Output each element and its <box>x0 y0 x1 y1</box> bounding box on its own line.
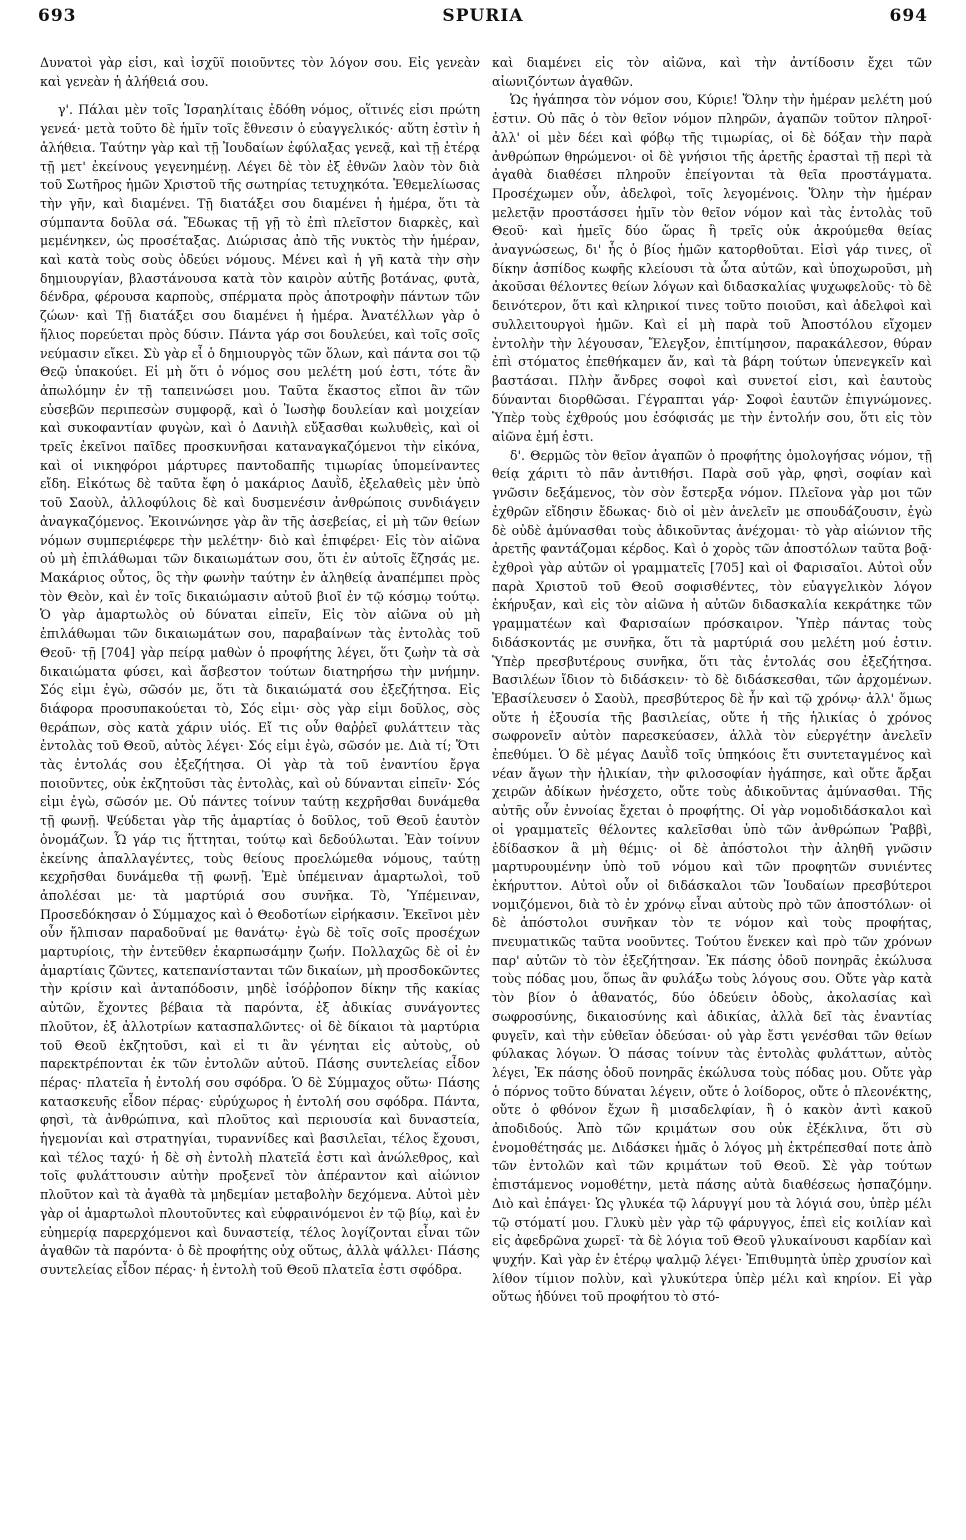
left-paragraph-2: γ'. Πάλαι μὲν τοῖς Ἰσραηλίταις ἐδόθη νόμος, οἵτινές εἰσι πρώτη γενεά· μετὰ τοῦτο δὲ ἡμῖν τοῖς ἔθνεσιν ὁ εὐαγγελικός· αὕτη ἐστὶν ἡ ἀλήθεια. Ταύτην γὰρ καὶ τῇ Ἰουδαίων ἐφύλαξας γενεᾷ, καὶ τῇ ἑτέρᾳ τῇ μετ' ἐκείνους γεγενημένῃ. Λέγει δὲ τὸν ἐξ ἐθνῶν λαὸν τὸν διὰ τοῦ Σωτῆρος ἡμῶν Χριστοῦ τῆς σωτηρίας τετυχηκότα. Ἐθεμελίωσας τὴν γῆν, καὶ διαμένει. Τῇ διατάξει σου διαμένει ἡ ἡμέρα, ὅτι τὰ σύμπαντα δοῦλα σά. Ἔδωκας τῇ γῇ τὸ ἐπὶ πλεῖστον διαρκὲς, καὶ μεμένηκεν, ὡς προσέταξας. Διώρισας ἀπὸ τῆς νυκτὸς τὴν ἡμέραν, καὶ κατὰ τοὺς σοὺς ὁδεύει νόμους. Μένει καὶ ἡ γῆ κατὰ τὴν σὴν δημιουργίαν, βλαστάνουσα κατὰ τὸν καιρὸν αὐτῆς βοτάνας, φυτὰ, δένδρα, φέρουσα καρποὺς, σπέρματα πρὸς ἀποτροφὴν πάντων τῶν ζώων· καὶ Τῇ διατάξει σου διαμένει ἡ ἡμέρα. Ἀνατέλλων γὰρ ὁ ἥλιος πορεύεται πρὸς δύσιν. Πάντα γάρ σοι δουλεύει, καὶ τοῖς σοῖς νεύμασιν εἴκει. Σὺ γὰρ εἶ ὁ δημιουργὸς τῶν ὅλων, καὶ πάντα σοι τῷ Θεῷ ὑπακούει. Εἰ μὴ ὅτι ὁ νόμος σου μελέτη μού ἐστι, τότε ἂν ἀπωλόμην ἐν τῇ ταπεινώσει μου. Ταῦτα ἕκαστος εἴποι ἂν τῶν εὐσεβῶν περιπεσὼν συμφορᾷ, καὶ ὁ Ἰωσὴφ δουλείαν καὶ μοιχείαν καὶ συκοφαντίαν φυγὼν, καὶ ὁ Δανιὴλ εὔξασθαι κωλυθεὶς, καὶ οἱ τρεῖς ἐκεῖνοι παῖδες προσκυνῆσαι καταναγκαζόμενοι τὴν εἰκόνα, καὶ οἱ νικηφόροι μάρτυρες παντοδαπῆς τιμωρίας ὑπομείναντες εἴδη. Εἰκότως δὲ ταῦτα ἔφη ὁ μακάριος Δαυῒδ, ἐξελαθεὶς μὲν ὑπὸ τοῦ Σαοὺλ, ἀλλοφύλοις δὲ καὶ δυσμενέσιν ἀνθρώποις συνδιάγειν ἀναγκαζόμενος. Ἐκοινώνησε γὰρ ἂν τῆς ἀσεβείας, εἰ μὴ τῶν θείων νόμων συμπεριέφερε τὴν μελέτην· διὸ καὶ ἐπιφέρει· Εἰς τὸν αἰῶνα οὐ μὴ ἐπιλάθωμαι τῶν δικαιωμάτων σου, ὅτι ἐν αὐτοῖς ἔζησάς με. Μακάριος οὗτος, ὃς τὴν φωνὴν ταύτην ἐν ἀληθείᾳ ἀναπέμπει πρὸς τὸν Θεὸν, καὶ ἐν τοῖς δικαιώμασιν αὐτοῦ βιοῖ ἐν τῷ κόσμῳ τούτῳ. Ὁ γὰρ ἁμαρτωλὸς οὐ δύναται εἰπεῖν, Εἰς τὸν αἰῶνα οὐ μὴ ἐπιλάθωμαι τῶν δικαιωμάτων σου, παραβαίνων τὰς ἐντολὰς τοῦ Θεοῦ· τῇ [704] γὰρ πείρᾳ μαθὼν ὁ προφήτης λέγει, ὅτι ζωὴν τὰ σὰ δικαιώματα φύσει, καὶ ἄσβεστον τούτων διατηρήσω τὴν μνήμην. Σός εἰμι ἐγὼ, σῶσόν με, ὅτι τὰ δικαιώματά σου ἐξεζήτησα. Εἰς διάφορα προσυπακούεται τὸ, Σός εἰμι· σὸς γὰρ εἰμι δοῦλος, σὸς θεράπων, σὸς κατὰ χάριν υἱός. Εἴ τις οὖν θαῤῥεῖ φυλάττειν τὰς ἐντολὰς τοῦ Θεοῦ, αὐτὸς λέγει· Σός εἰμι ἐγὼ, σῶσόν με. Διὰ τί; Ὅτι τὰς ἐντολάς σου ἐξεζήτησα. Οἱ γὰρ τὰ τοῦ ἐναντίου ἔργα ποιοῦντες, οὐκ ἐκζητοῦσι τὰς ἐντολὰς, καὶ οὐ δύνανται εἰπεῖν· Σός εἰμι ἐγὼ, σῶσόν με. Οὐ πάντες τοίνυν ταύτῃ κεχρῆσθαι δυνάμεθα τῇ φωνῇ. Ψεύδεται γὰρ τῆς ἁμαρτίας ὁ δοῦλος, τοῦ Θεοῦ ἑαυτὸν ὀνομάζων. Ὧ γάρ τις ἥττηται, τούτῳ καὶ δεδούλωται. Ἐὰν τοίνυν ἐκείνης ἀπαλλαγέντες, τοὺς θείους προελώμεθα νόμους, ταύτῃ κεχρῆσθαι δυνάμεθα τῇ φωνῇ. Ἐμὲ ὑπέμειναν ἁμαρτωλοὶ, τοῦ ἀπολέσαι με· τὰ μαρτύριά σου συνῆκα. Τὸ, Ὑπέμειναν, Προσεδόκησαν ὁ Σύμμαχος καὶ ὁ Θεοδοτίων εἰρήκασιν. Ἐκεῖνοι μὲν οὖν ἤλπισαν παραδοῦναί με θανάτῳ· ἐγὼ δὲ τοῖς σοῖς προσέχων μαρτυρίοις, τὴν ἐντεῦθεν ἐκαρπωσάμην ζωήν. Πολλαχῶς δὲ οἱ ἐν ἁμαρτίαις ζῶντες, κατεπανίστανται τῶν δικαίων, μὴ προσδοκῶντες τὴν κρίσιν καὶ ἀνταπόδοσιν, μηδὲ ἰσόῤῥοπον δίκην τῆς κακίας αὐτῶν, ἔχοντες βέβαια τὰ παρόντα, ἐξ ἀδικίας συνάγοντες πλοῦτον, ἐξ ἀλλοτρίων κατασπαλῶντες· οἱ δὲ δίκαιοι τὰ μαρτύρια τοῦ Θεοῦ ἐκζητοῦσι, καὶ εἰ τι ἂν γένηται εἰς αὐτοὺς, οὐ παρεκτρέπονται ἐκ τῶν ἐντολῶν αὐτοῦ. Πάσης συντελείας εἶδον πέρας· πλατεῖα ἡ ἐντολή σου σφόδρα. Ὁ δὲ Σύμμαχος οὕτω· Πάσης κατασκευῆς εἶδον πέρας· εὐρύχωρος ἡ ἐντολή σου σφόδρα. Πάντα, φησὶ, τὰ ἀνθρώπινα, καὶ πλοῦτος καὶ περιουσία καὶ δυναστεία, ἡγεμονίαι καὶ στρατηγίαι, τυραννίδες καὶ βασιλεῖαι, τέλος ἔχουσι, καὶ τέλος ταχύ· ἡ δὲ σὴ ἐντολὴ πλατεῖά ἐστι καὶ ἀνώλεθρος, καὶ τοῖς φυλάττουσιν αὐτὴν προξενεῖ τὸν ἀπέραντον καὶ αἰώνιον πλοῦτον καὶ τὰ ἀγαθὰ τὰ μηδεμίαν μεταβολὴν δεχόμενα. Αὐτοὶ μὲν γὰρ οἱ ἁμαρτωλοὶ πλουτοῦντες καὶ εὐφραινόμενοι ἐν τῷ βίῳ, καὶ ἐν εὐημερίᾳ παρερχόμενοι καὶ δυναστείᾳ, τέλος λογίζονται εἶναι τῶν ἀγαθῶν τὰ παρόντα· ὁ δὲ προφήτης οὐχ οὕτως, ἀλλὰ ψάλλει· Πάσης συντελείας εἶδον πέρας· ἡ ἐντολὴ τοῦ Θεοῦ πλατεῖα ἐστι σφόδρα. <box>40 102 480 1277</box>
right-paragraph-3: δ'. Θερμῶς τὸν θεῖον ἀγαπῶν ὁ προφήτης ὁμολογήσας νόμον, τῇ θείᾳ χάριτι τὸ πᾶν ἀντιθήσι. Παρὰ σοῦ γὰρ, φησὶ, σοφίαν καὶ γνῶσιν δεξάμενος, τὸν σὸν ἔστερξα νόμον. Πλεῖονα γὰρ μοι τῶν ἐχθρῶν εἴδησιν ἔδωκας· διὸ οἱ μὲν ἀνελεῖν με σπουδάζουσιν, ἐγὼ δὲ οὐδὲ ἀμύνασθαι τοὺς ἀδικοῦντας ἀνέχομαι· τὸ γὰρ αἰώνιον τῆς ἀρετῆς φαντάζομαι κέρδος. Καὶ ὁ χορὸς τῶν ἀποστόλων ταῦτα βοᾷ· ἐχθροὶ γὰρ αὐτῶν οἱ γραμματεῖς [705] καὶ οἱ Φαρισαῖοι. Αὐτοὶ οὖν παρὰ Χριστοῦ τοῦ Θεοῦ σοφισθέντες, τὸν εὐαγγελικὸν λόγον ἐκήρυξαν, καὶ εἰς τὸν αἰῶνα ἡ αὐτῶν διδασκαλία κεκράτηκε τῶν γραμματέων καὶ Φαρισαίων πρόσκαιρον. Ὑπὲρ πάντας τοὺς διδάσκοντάς με συνῆκα, ὅτι τὰ μαρτύριά σου μελέτη μού ἐστιν. Ὑπὲρ πρεσβυτέρους συνῆκα, ὅτι τὰς ἐντολάς σου ἐξεζήτησα. Βασιλέων ἴδιον τὸ διδάσκειν· τὸ δὲ διδάσκεσθαι, τῶν ἀρχομένων. Ἐβασίλευσεν ὁ Σαοὺλ, πρεσβύτερος δὲ ἦν καὶ τῷ χρόνῳ· ἀλλ' ὅμως οὔτε ἡ ἐξουσία τῆς βασιλείας, οὔτε ἡ τῆς ἡλικίας ὁ χρόνος σωφρονεῖν αὐτὸν παρεσκεύασεν, ἀλλὰ τὸν εὐεργέτην ἀνελεῖν ἐπεθύμει. Ὁ δὲ μέγας Δαυῒδ τοῖς ὑπηκόοις ἔτι συντεταγμένος καὶ νέαν ἄγων τὴν ἡλικίαν, τὴν φιλοσοφίαν ἠγάπησε, καὶ οὔτε ἄρξαι χειρῶν ἀδίκων ἠνέσχετο, οὔτε τοὺς ἀδικοῦντας ἀμύνασθαι. Τῆς αὐτῆς οὖν ἐννοίας ἔχεται ὁ προφήτης. Οἱ γὰρ νομοδιδάσκαλοι καὶ οἱ γραμματεῖς θέλοντες καλεῖσθαι ὑπὸ τῶν ἀνθρώπων Ῥαββὶ, ἐδίδασκον ἃ μὴ θέμις· οἱ δὲ ἀπόστολοι τὴν ἀληθῆ γνῶσιν μαρτυρουμένην ὑπὸ τοῦ νόμου καὶ τῶν προφητῶν συνιέντες ἐκήρυττον. Αὐτοὶ οὖν οἱ διδάσκαλοι τῶν Ἰουδαίων πρεσβύτεροι νομιζόμενοι, διὰ τὸ ἐν χρόνῳ εἶναι αὐτοὺς πρὸ τῶν ἀποστόλων· οἱ δὲ ἀπόστολοι συνῆκαν τὸν τε νόμον καὶ τοὺς προφήτας, πνευματικῶς ταῦτα νοοῦντες. Τούτου ἕνεκεν καὶ πρὸ τῶν χρόνων παρ' αὐτῶν τὸ τὸν ἐξεζήτησαν. Ἐκ πάσης ὁδοῦ πονηρᾶς ἐκώλυσα τοὺς πόδας μου, ὅπως ἂν φυλάξω τοὺς λόγους σου. Οὔτε γὰρ κατὰ τὸν βίον ὁ ἀθανατός, δύο ὁδεύειν ὁδοὺς, ἀκολασίας καὶ σωφροσύνης, δικαιοσύνης καὶ ἀδικίας, ἀλλὰ δεῖ τὰς ἐναντίας φυγεῖν, καὶ τὴν εὐθεῖαν ὁδεύσαι· οὐ γὰρ ἔστι γενέσθαι τῶν θείων φύλακας λόγων. Ὁ πάσας τοίνυν τὰς ἐντολὰς φυλάττων, αὐτὸς λέγει, Ἐκ πάσης ὁδοῦ πονηρᾶς ἐκώλυσα τοὺς πόδας μου. Οὔτε γὰρ ὁ πόρνος τοῦτο δύναται λέγειν, οὔτε ὁ λοίδορος, οὔτε ὁ πλεονέκτης, οὔτε ὁ φθόνον ἔχων ἢ μισαδελφίαν, ἢ ὁ κακὸν ἀντὶ κακοῦ ἀποδιδούς. Ἀπὸ τῶν κριμάτων σου οὐκ ἐξέκλινα, ὅτι σὺ ἐνομοθέτησάς με. Διδάσκει ἡμᾶς ὁ λόγος μὴ ἐκτρέπεσθαί ποτε ἀπὸ τῶν ἐντολῶν καὶ τῶν κριμάτων τοῦ Θεοῦ. Σὲ γὰρ τούτων ἐπιστάμενος νομοθέτην, μετὰ πάσης αὐτὰ διαθέσεως ἠσπαζόμην. Διὸ καὶ ἐπάγει· Ὡς γλυκέα τῷ λάρυγγί μου τὰ λόγιά σου, ὑπὲρ μέλι τῷ στόματί μου. Γλυκὺ μὲν γὰρ τῷ φάρυγγος, ἐπεὶ εἰς κοιλίαν καὶ εἰς ἀφεδρῶνα χωρεῖ· τὰ δὲ λόγια τοῦ Θεοῦ γλυκαίνουσι καρδίαν καὶ ψυχήν. Καὶ γὰρ ἐν ἑτέρῳ ψαλμῷ λέγει· Ἐπιθυμητὰ ὑπὲρ χρυσίον καὶ λίθον τίμιον πολὺν, καὶ γλυκύτερα ὑπὲρ μέλι καὶ κηρίον. Εἰ γὰρ οὕτως ἡδύνει τοῦ προφήτου τὸ στό- <box>492 447 932 1305</box>
right-paragraph-2: Ὡς ἠγάπησα τὸν νόμον σου, Κύριε! Ὅλην τὴν ἡμέραν μελέτη μού ἐστιν. Οὐ πᾶς ὁ τὸν θεῖον νόμον πληρῶν, ἀγαπῶν τοῦτον πληροῖ· ἀλλ' οἱ μὲν δέει καὶ φόβῳ τῆς τιμωρίας, οἱ δὲ δόξαν τὴν παρὰ ἀνθρώπων θηρώμενοι· οἱ δὲ γνήσιοι τῆς ἀρετῆς ἐρασταὶ τῇ περὶ τὰ ἀγαθὰ διαθέσει πληροῦν ἐπείγονται τὰ θεῖα προστάγματα. Προσέχωμεν οὖν, ἀδελφοὶ, τοῖς λεγομένοις. Ὅλην τὴν ἡμέραν μελετᾷν προστάσσει ἡμῖν τὸν θεῖον νόμον καὶ τὰς ἐντολὰς τοῦ Θεοῦ· καὶ ἡμεῖς δύο ὥρας ἢ τρεῖς οὐκ ἀκρούμεθα θείας ἀναγνώσεως, δι' ἧς ὁ βίος ἡμῶν κατορθοῦται. Εἰσὶ γάρ τινες, οἳ δίκην ἀσπίδος κωφῆς κλείουσι τὰ ὦτα αὐτῶν, καὶ ὑποχωροῦσι, μὴ ἀκοῦσαι θέλοντες θείων λόγων καὶ διδασκαλίας ψυχωφελοῦς· τὸ δὲ δεινότερον, ὅτι καὶ κληρικοί τινες τοῦτο ποιοῦσι, καὶ ἀδελφοὶ καὶ συλλειτουργοὶ ἡμῶν. Καὶ εἰ μὴ παρὰ τοῦ Ἀποστόλου εἴχομεν ἐντολὴν τὴν λέγουσαν, Ἔλεγξον, ἐπιτίμησον, παρακάλεσον, θύραν ἐπὶ στόματος ἐπεθήκαμεν ἄν, καὶ τὰ βάρη τούτων ὑπενεγκεῖν καὶ βαστάσαι. Πλὴν ἄνδρες σοφοὶ καὶ συνετοί εἰσι, καὶ ἑαυτοὺς δύνανται διορθῶσαι. Γέγραπται γάρ· Σοφοὶ ἑαυτῶν ἐπιγνώμονες. Ὑπὲρ τοὺς ἐχθρούς μου ἐσόφισάς με τὴν ἐντολήν σου, ὅτι εἰς τὸν αἰῶνα ἐμή ἐστι. <box>492 92 932 445</box>
right-paragraph-1: καὶ διαμένει εἰς τὸν αἰῶνα, καὶ τὴν ἀντίδοσιν ἔχει τῶν αἰωνιζόντων ἀγαθῶν. <box>492 55 932 89</box>
left-paragraph-1: Δυνατοὶ γὰρ εἰσι, καὶ ἰσχῦϊ ποιοῦντες τὸν λόγον σου. Εἰς γενεὰν καὶ γενεὰν ἡ ἀλήθειά σου. <box>40 55 480 89</box>
right-column <box>492 54 932 1530</box>
left-column <box>40 54 480 1530</box>
page-number-right: 694 <box>889 6 928 26</box>
page-header <box>38 6 928 36</box>
page-number-left: 693 <box>38 6 77 26</box>
running-title: SPURIA <box>442 6 524 26</box>
